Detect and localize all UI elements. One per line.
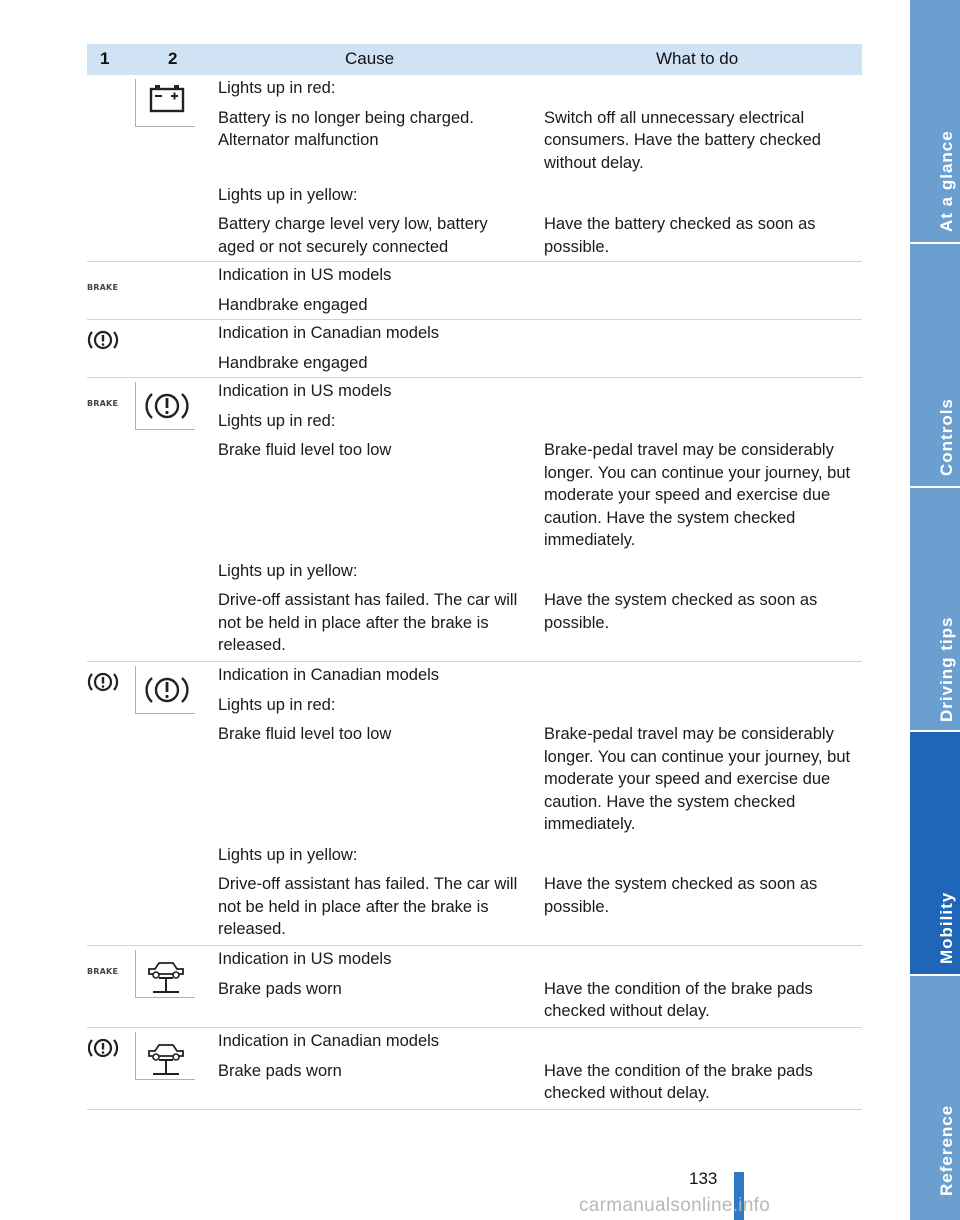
chapter-sidebar <box>910 0 960 1220</box>
cause-text: Indication in Canadian models <box>218 666 440 684</box>
action-text: Brake-pedal travel may be considerably longer. You can continue your journey, but moderate your speed and exercise due caution. Have the system checked immediately. <box>544 725 851 833</box>
cause-text: Brake pads worn <box>218 979 342 998</box>
cause-text: Indication in US models <box>218 266 392 284</box>
tab-at-a-glance[interactable] <box>910 0 960 242</box>
cause-text: Lights up in red: <box>218 695 336 714</box>
table-row <box>87 946 862 1028</box>
action-text: Switch off all unnecessary electrical consumers. Have the battery checked without delay. <box>544 108 821 172</box>
table-header <box>87 44 862 75</box>
cause-text: Lights up in red: <box>218 79 336 97</box>
tab-controls[interactable] <box>910 244 960 486</box>
action-text: Have the condition of the brake pads checked without delay. <box>544 1061 813 1102</box>
cause-text: Indication in US models <box>218 950 392 968</box>
table-row <box>87 1028 862 1110</box>
table-row <box>87 662 862 946</box>
header-cause: Cause <box>345 49 395 68</box>
cause-text: Brake pads worn <box>218 1061 342 1080</box>
header-col-2: 2 <box>168 49 178 68</box>
cause-text: Brake fluid level too low <box>218 441 392 459</box>
action-text: Have the condition of the brake pads checked without delay. <box>544 979 813 1020</box>
page-number: 133 <box>689 1169 718 1188</box>
tab-label: Controls <box>937 398 956 476</box>
table-row <box>87 262 862 320</box>
cause-text: Indication in Canadian models <box>218 324 440 342</box>
action-text: Have the battery checked as soon as possible. <box>544 215 816 256</box>
cause-text: Drive-off assistant has failed. The car will not be held in place after the brake is released. <box>218 591 518 654</box>
action-text: Brake-pedal travel may be considerably longer. You can continue your journey, but moderate your speed and exercise due caution. Have the system checked immediately. <box>544 441 851 549</box>
cause-text: Drive-off assistant has failed. The car will not be held in place after the brake is released. <box>218 875 518 938</box>
brake-warning-icon: BRAKE <box>87 399 119 408</box>
tab-reference[interactable] <box>910 976 960 1220</box>
cause-text: Battery is no longer being charged. Alternator malfunction <box>218 108 474 149</box>
table-row <box>87 75 862 262</box>
brake-warning-icon: BRAKE <box>87 283 119 292</box>
tab-label: Reference <box>937 1104 956 1196</box>
tab-driving-tips[interactable] <box>910 488 960 730</box>
cause-text: Indication in Canadian models <box>218 1032 440 1050</box>
brake-warning-icon: BRAKE <box>87 967 119 976</box>
action-text: Have the system checked as soon as possible. <box>544 591 818 632</box>
cause-text: Lights up in yellow: <box>218 845 358 864</box>
cause-text: Indication in US models <box>218 382 392 400</box>
cause-text: Lights up in red: <box>218 411 336 430</box>
warning-lamp-table <box>87 44 862 1110</box>
cause-text: Lights up in yellow: <box>218 561 358 580</box>
table-row <box>87 378 862 662</box>
action-text: Have the system checked as soon as possible. <box>544 875 818 916</box>
tab-label: At a glance <box>937 130 956 232</box>
cause-text: Handbrake engaged <box>218 295 368 314</box>
cause-text: Lights up in yellow: <box>218 185 358 204</box>
header-col-1: 1 <box>100 49 110 68</box>
watermark: carmanualsonline.info <box>579 1195 771 1216</box>
header-what-to-do: What to do <box>656 49 739 68</box>
cause-text: Handbrake engaged <box>218 353 368 372</box>
tab-mobility[interactable] <box>910 732 960 974</box>
tab-label: Driving tips <box>937 616 956 722</box>
tab-label: Mobility <box>937 891 956 964</box>
table-row <box>87 320 862 378</box>
cause-text: Brake fluid level too low <box>218 725 392 743</box>
cause-text: Battery charge level very low, battery aged or not securely connected <box>218 215 488 256</box>
